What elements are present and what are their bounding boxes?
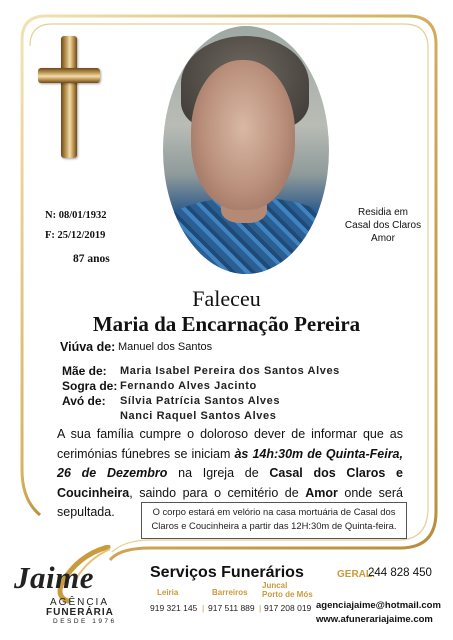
phone-leiria: 919 321 145 xyxy=(150,603,198,613)
website-link[interactable]: www.afunerariajaime.com xyxy=(316,614,433,625)
family-value-avo-2: Nanci Raquel Santos Alves xyxy=(120,410,277,422)
city-juncal: Juncal xyxy=(262,581,288,590)
geral-label: GERAL: xyxy=(337,569,376,580)
viuva-label: Viúva de: xyxy=(60,340,116,354)
phone-barreiros: 917 511 889 xyxy=(208,603,255,613)
birth-date: N: 08/01/1932 xyxy=(45,210,107,221)
age: 87 anos xyxy=(73,253,110,265)
phone-juncal: 917 208 019 xyxy=(264,603,312,613)
family-value-sogra: Fernando Alves Jacinto xyxy=(120,380,257,392)
family-value-mae: Maria Isabel Pereira dos Santos Alves xyxy=(120,365,340,377)
residence-line-2: Casal dos Claros xyxy=(344,220,422,231)
city-leiria: Leiria xyxy=(157,588,179,597)
logo-desde: DESDE 1976 xyxy=(53,618,117,625)
logo-funeraria: FUNERÁRIA xyxy=(46,607,114,618)
email-link[interactable]: agenciajaime@hotmail.com xyxy=(316,600,441,611)
phone-separator: | xyxy=(202,603,205,613)
logo-jaime: Jaime xyxy=(14,560,94,595)
family-label-avo: Avó de: xyxy=(62,394,106,408)
city-porto-de-mos: Porto de Mós xyxy=(262,590,313,599)
family-label-mae: Mãe de: xyxy=(62,364,107,378)
residence-line-3: Amor xyxy=(371,233,395,244)
portrait-photo xyxy=(163,26,329,274)
logo-agencia: AGÊNCIA xyxy=(50,597,110,608)
phone-separator: | xyxy=(259,603,262,613)
deceased-name: Maria da Encarnação Pereira xyxy=(92,312,361,336)
geral-phone: 244 828 450 xyxy=(368,567,432,579)
wake-note: O corpo estará em velório na casa mortuária de Casal dos Claros e Coucinheira a partir das 12H:30m de Quinta-feira. xyxy=(141,502,407,539)
cross-icon xyxy=(38,36,100,158)
faleceu-heading: Faleceu xyxy=(192,286,261,311)
announcement-paragraph: A sua família cumpre o doloroso dever de informar que as cerimónias fúnebres se iniciam às 14h:30m de Quinta-Feira, 26 de Dezembro na Igreja de Casal dos Claros e Coucinheira, saindo para o cemitério de Amor onde será sepultada. xyxy=(57,427,404,519)
servicos-title: Serviços Funerários xyxy=(150,564,304,581)
viuva-value: Manuel dos Santos xyxy=(118,341,213,353)
residence-line-1: Residia em xyxy=(357,207,409,218)
death-date: F: 25/12/2019 xyxy=(45,230,106,241)
city-barreiros: Barreiros xyxy=(212,588,248,597)
family-label-sogra: Sogra de: xyxy=(62,379,118,393)
family-value-avo-1: Sílvia Patrícia Santos Alves xyxy=(120,395,281,407)
